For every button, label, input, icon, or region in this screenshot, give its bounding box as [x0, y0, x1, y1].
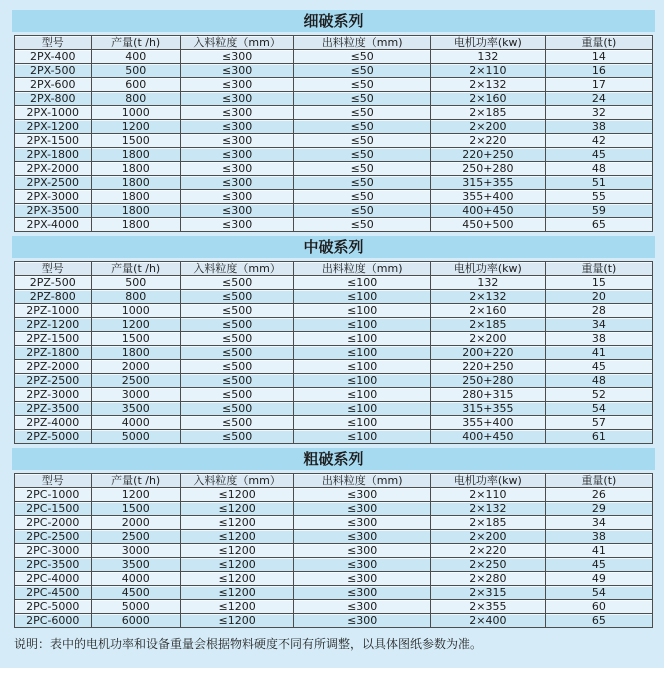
cell: 6000: [91, 614, 180, 628]
cell: 4000: [91, 572, 180, 586]
cell: 400+450: [430, 204, 545, 218]
cell: 2PX-2000: [15, 162, 92, 176]
cell: ≤100: [294, 402, 431, 416]
cell: 2PC-4000: [15, 572, 92, 586]
cell: 2PX-4000: [15, 218, 92, 232]
column-header: 型号: [15, 36, 92, 50]
cell: 2PC-1500: [15, 502, 92, 516]
table-row: [15, 600, 653, 614]
table-row: [15, 430, 653, 444]
cell: ≤50: [294, 162, 431, 176]
cell: 1500: [91, 134, 180, 148]
header-row: [15, 36, 653, 50]
cell: 52: [545, 388, 652, 402]
table-row: [15, 134, 653, 148]
cell: ≤100: [294, 276, 431, 290]
header-row: [15, 474, 653, 488]
cell: ≤50: [294, 78, 431, 92]
cell: ≤100: [294, 304, 431, 318]
cell: 5000: [91, 600, 180, 614]
table-row: [15, 64, 653, 78]
cell: ≤300: [294, 572, 431, 586]
cell: 49: [545, 572, 652, 586]
cell: 2×200: [430, 120, 545, 134]
cell: 2PX-2500: [15, 176, 92, 190]
cell: ≤300: [294, 516, 431, 530]
cell: 1800: [91, 162, 180, 176]
cell: 2PX-1500: [15, 134, 92, 148]
column-header: 产量(t /h): [91, 474, 180, 488]
column-header: 入料粒度（mm）: [180, 474, 294, 488]
column-header: 入料粒度（mm）: [180, 36, 294, 50]
table-row: [15, 374, 653, 388]
table-row: [15, 148, 653, 162]
cell: ≤300: [294, 558, 431, 572]
cell: ≤50: [294, 50, 431, 64]
cell: 2PZ-2000: [15, 360, 92, 374]
cell: ≤1200: [180, 614, 294, 628]
cell: ≤500: [180, 416, 294, 430]
cell: 2×280: [430, 572, 545, 586]
cell: 500: [91, 64, 180, 78]
table-row: [15, 50, 653, 64]
footnote: 说明：表中的电机功率和设备重量会根据物料硬度不同有所调整，以具体图纸参数为准。: [14, 637, 483, 651]
cell: 2PX-3000: [15, 190, 92, 204]
cell: ≤1200: [180, 488, 294, 502]
column-header: 入料粒度（mm）: [180, 262, 294, 276]
cell: 2PX-400: [15, 50, 92, 64]
cell: 2PC-3000: [15, 544, 92, 558]
cell: ≤300: [180, 134, 294, 148]
cell: ≤500: [180, 388, 294, 402]
cell: 2PZ-4000: [15, 416, 92, 430]
cell: 34: [545, 516, 652, 530]
cell: ≤50: [294, 120, 431, 134]
cell: 1200: [91, 120, 180, 134]
cell: 2×315: [430, 586, 545, 600]
cell: ≤1200: [180, 516, 294, 530]
column-header: 电机功率(kw): [430, 36, 545, 50]
cell: 38: [545, 332, 652, 346]
cell: 28: [545, 304, 652, 318]
cell: 57: [545, 416, 652, 430]
cell: ≤500: [180, 332, 294, 346]
cell: 315+355: [430, 176, 545, 190]
cell: ≤1200: [180, 502, 294, 516]
cell: 2×132: [430, 290, 545, 304]
column-header: 电机功率(kw): [430, 474, 545, 488]
cell: 1500: [91, 332, 180, 346]
table-row: [15, 120, 653, 134]
cell: 2PC-6000: [15, 614, 92, 628]
cell: ≤500: [180, 360, 294, 374]
cell: 800: [91, 92, 180, 106]
cell: 48: [545, 162, 652, 176]
cell: 250+280: [430, 374, 545, 388]
table-row: [15, 290, 653, 304]
cell: ≤300: [294, 502, 431, 516]
cell: ≤300: [294, 614, 431, 628]
cell: ≤1200: [180, 572, 294, 586]
cell: ≤500: [180, 374, 294, 388]
cell: 2×185: [430, 106, 545, 120]
cell: 20: [545, 290, 652, 304]
cell: ≤300: [294, 488, 431, 502]
cell: 45: [545, 360, 652, 374]
cell: 2PC-3500: [15, 558, 92, 572]
table-row: [15, 332, 653, 346]
table-row: [15, 416, 653, 430]
cell: 2PZ-3000: [15, 388, 92, 402]
table-row: [15, 162, 653, 176]
cell: 2PZ-1200: [15, 318, 92, 332]
table-row: [15, 218, 653, 232]
column-header: 产量(t /h): [91, 262, 180, 276]
cell: 2×185: [430, 318, 545, 332]
cell: ≤100: [294, 318, 431, 332]
cell: ≤300: [180, 64, 294, 78]
cell: 2PX-1800: [15, 148, 92, 162]
cell: 1800: [91, 190, 180, 204]
cell: 400+450: [430, 430, 545, 444]
table-row: [15, 346, 653, 360]
cell: 24: [545, 92, 652, 106]
cell: 1000: [91, 304, 180, 318]
cell: 280+315: [430, 388, 545, 402]
cell: 2PX-1000: [15, 106, 92, 120]
cell: 34: [545, 318, 652, 332]
cell: ≤50: [294, 106, 431, 120]
cell: ≤300: [294, 586, 431, 600]
cell: 2×400: [430, 614, 545, 628]
cell: ≤50: [294, 148, 431, 162]
column-header: 出料粒度（mm): [294, 262, 431, 276]
cell: 3000: [91, 388, 180, 402]
cell: 2PZ-2500: [15, 374, 92, 388]
cell: 2PC-4500: [15, 586, 92, 600]
cell: 2×185: [430, 516, 545, 530]
cell: 2×200: [430, 332, 545, 346]
table-row: [15, 402, 653, 416]
cell: 2PC-5000: [15, 600, 92, 614]
cell: 55: [545, 190, 652, 204]
cell: ≤100: [294, 416, 431, 430]
cell: ≤50: [294, 134, 431, 148]
cell: 38: [545, 530, 652, 544]
series-section: [12, 10, 655, 232]
cell: 2000: [91, 516, 180, 530]
column-header: 出料粒度（mm): [294, 36, 431, 50]
table-row: [15, 360, 653, 374]
spec-table: [14, 473, 653, 628]
cell: ≤100: [294, 374, 431, 388]
cell: 2PC-2000: [15, 516, 92, 530]
cell: 2PZ-1500: [15, 332, 92, 346]
table-row: [15, 488, 653, 502]
cell: ≤1200: [180, 530, 294, 544]
cell: ≤500: [180, 318, 294, 332]
table-row: [15, 304, 653, 318]
cell: 1800: [91, 218, 180, 232]
cell: 2PX-500: [15, 64, 92, 78]
cell: 41: [545, 544, 652, 558]
cell: ≤300: [180, 148, 294, 162]
table-row: [15, 318, 653, 332]
cell: ≤1200: [180, 600, 294, 614]
table-row: [15, 78, 653, 92]
cell: ≤300: [294, 600, 431, 614]
cell: 38: [545, 120, 652, 134]
cell: 2PZ-1800: [15, 346, 92, 360]
table-row: [15, 586, 653, 600]
table-row: [15, 276, 653, 290]
cell: ≤500: [180, 276, 294, 290]
header-row: [15, 262, 653, 276]
cell: 2PX-3500: [15, 204, 92, 218]
table-row: [15, 92, 653, 106]
cell: 59: [545, 204, 652, 218]
table-row: [15, 190, 653, 204]
cell: 4500: [91, 586, 180, 600]
cell: 3500: [91, 558, 180, 572]
column-header: 型号: [15, 262, 92, 276]
cell: 1800: [91, 148, 180, 162]
cell: 2PX-600: [15, 78, 92, 92]
cell: 54: [545, 402, 652, 416]
series-title: 中破系列: [12, 236, 655, 258]
cell: 500: [91, 276, 180, 290]
table-row: [15, 502, 653, 516]
cell: ≤300: [180, 120, 294, 134]
cell: ≤300: [180, 162, 294, 176]
cell: 2×110: [430, 488, 545, 502]
cell: 65: [545, 218, 652, 232]
cell: 800: [91, 290, 180, 304]
cell: 2000: [91, 360, 180, 374]
cell: 2PC-1000: [15, 488, 92, 502]
cell: ≤300: [180, 78, 294, 92]
cell: ≤500: [180, 430, 294, 444]
table-row: [15, 388, 653, 402]
cell: ≤50: [294, 218, 431, 232]
cell: ≤300: [180, 176, 294, 190]
cell: 4000: [91, 416, 180, 430]
cell: 61: [545, 430, 652, 444]
table-row: [15, 204, 653, 218]
cell: 2PZ-800: [15, 290, 92, 304]
cell: 220+250: [430, 148, 545, 162]
cell: 17: [545, 78, 652, 92]
cell: 2500: [91, 530, 180, 544]
cell: 3500: [91, 402, 180, 416]
cell: 220+250: [430, 360, 545, 374]
cell: 450+500: [430, 218, 545, 232]
spec-table: [14, 261, 653, 444]
cell: 355+400: [430, 190, 545, 204]
table-row: [15, 614, 653, 628]
column-header: 出料粒度（mm): [294, 474, 431, 488]
cell: 2PZ-5000: [15, 430, 92, 444]
cell: ≤50: [294, 92, 431, 106]
cell: 1200: [91, 318, 180, 332]
cell: 1200: [91, 488, 180, 502]
table-row: [15, 176, 653, 190]
cell: 45: [545, 148, 652, 162]
cell: ≤300: [180, 190, 294, 204]
series-title: 粗破系列: [12, 448, 655, 470]
cell: 2PZ-500: [15, 276, 92, 290]
cell: 45: [545, 558, 652, 572]
cell: 65: [545, 614, 652, 628]
cell: 32: [545, 106, 652, 120]
cell: ≤500: [180, 290, 294, 304]
cell: ≤1200: [180, 586, 294, 600]
cell: ≤50: [294, 190, 431, 204]
cell: ≤500: [180, 402, 294, 416]
series-title: 细破系列: [12, 10, 655, 32]
cell: 42: [545, 134, 652, 148]
spec-table: [14, 35, 653, 232]
cell: ≤500: [180, 346, 294, 360]
table-row: [15, 558, 653, 572]
cell: 14: [545, 50, 652, 64]
cell: 2×220: [430, 544, 545, 558]
cell: 3000: [91, 544, 180, 558]
table-row: [15, 572, 653, 586]
column-header: 重量(t): [545, 474, 652, 488]
sections-container: [12, 10, 655, 628]
cell: 2×355: [430, 600, 545, 614]
cell: 16: [545, 64, 652, 78]
column-header: 产量(t /h): [91, 36, 180, 50]
cell: ≤300: [180, 92, 294, 106]
cell: 1000: [91, 106, 180, 120]
cell: 2PZ-3500: [15, 402, 92, 416]
cell: 29: [545, 502, 652, 516]
cell: 1800: [91, 176, 180, 190]
cell: 2×132: [430, 502, 545, 516]
column-header: 电机功率(kw): [430, 262, 545, 276]
cell: ≤1200: [180, 544, 294, 558]
cell: ≤50: [294, 176, 431, 190]
cell: 1800: [91, 204, 180, 218]
cell: 600: [91, 78, 180, 92]
cell: ≤100: [294, 290, 431, 304]
cell: 250+280: [430, 162, 545, 176]
cell: ≤300: [294, 544, 431, 558]
cell: ≤100: [294, 360, 431, 374]
cell: 132: [430, 50, 545, 64]
cell: 400: [91, 50, 180, 64]
cell: 2PZ-1000: [15, 304, 92, 318]
cell: 2PC-2500: [15, 530, 92, 544]
series-section: [12, 448, 655, 628]
cell: 2×220: [430, 134, 545, 148]
cell: ≤50: [294, 204, 431, 218]
table-row: [15, 530, 653, 544]
cell: 132: [430, 276, 545, 290]
cell: ≤100: [294, 388, 431, 402]
cell: 2×132: [430, 78, 545, 92]
table-row: [15, 544, 653, 558]
cell: 1800: [91, 346, 180, 360]
cell: 2×250: [430, 558, 545, 572]
cell: 200+220: [430, 346, 545, 360]
cell: ≤300: [180, 218, 294, 232]
cell: ≤300: [294, 530, 431, 544]
cell: ≤300: [180, 50, 294, 64]
cell: 2×160: [430, 92, 545, 106]
cell: 26: [545, 488, 652, 502]
cell: 1500: [91, 502, 180, 516]
cell: ≤300: [180, 106, 294, 120]
cell: 2PX-1200: [15, 120, 92, 134]
cell: ≤1200: [180, 558, 294, 572]
cell: ≤50: [294, 64, 431, 78]
column-header: 型号: [15, 474, 92, 488]
cell: ≤100: [294, 332, 431, 346]
table-row: [15, 516, 653, 530]
cell: 355+400: [430, 416, 545, 430]
cell: 2×110: [430, 64, 545, 78]
cell: ≤300: [180, 204, 294, 218]
cell: 2×200: [430, 530, 545, 544]
cell: 5000: [91, 430, 180, 444]
table-row: [15, 106, 653, 120]
cell: 41: [545, 346, 652, 360]
cell: 48: [545, 374, 652, 388]
cell: 2×160: [430, 304, 545, 318]
column-header: 重量(t): [545, 262, 652, 276]
cell: 2PX-800: [15, 92, 92, 106]
series-section: [12, 236, 655, 444]
cell: ≤100: [294, 346, 431, 360]
cell: 51: [545, 176, 652, 190]
cell: 2500: [91, 374, 180, 388]
cell: 54: [545, 586, 652, 600]
cell: 15: [545, 276, 652, 290]
cell: ≤100: [294, 430, 431, 444]
cell: 60: [545, 600, 652, 614]
column-header: 重量(t): [545, 36, 652, 50]
cell: ≤500: [180, 304, 294, 318]
cell: 315+355: [430, 402, 545, 416]
